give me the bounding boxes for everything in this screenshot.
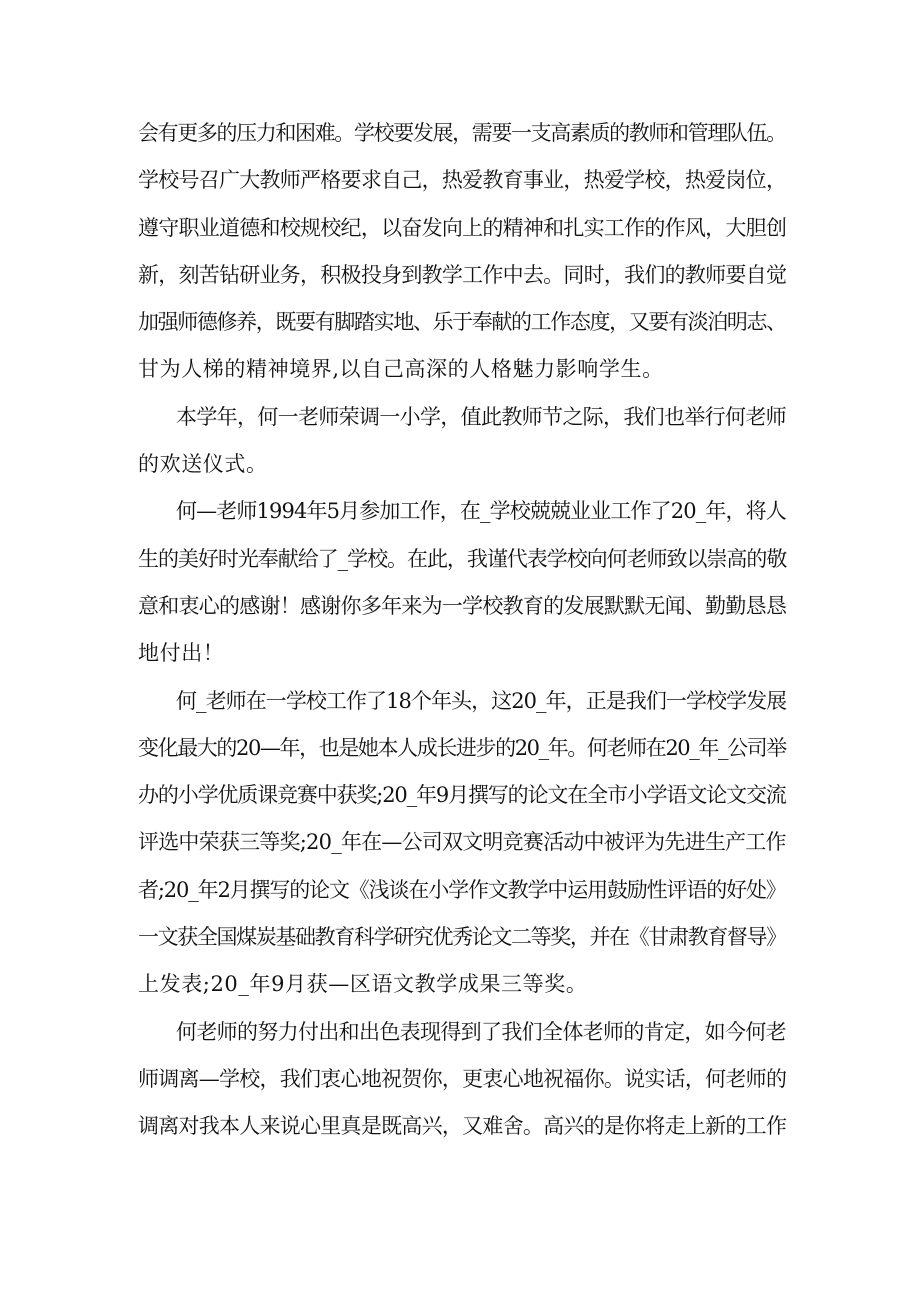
- paragraph-line: 变化最大的20—年，也是她本人成长进步的20_年。何老师在20_年_公司举: [138, 735, 786, 760]
- paragraph-first-line: 本学年，何一老师荣调一小学，值此教师节之际，我们也举行何老师: [176, 404, 786, 429]
- paragraph-line: 生的美好时光奉献给了_学校。在此，我谨代表学校向何老师致以崇高的敬: [138, 546, 787, 571]
- paragraph-first-line: 何老师的努力付出和出色表现得到了我们全体老师的肯定，如今何老: [176, 1019, 786, 1044]
- paragraph-first-line: 何—老师1994年5月参加工作，在_学校兢兢业业工作了20_年，将人: [176, 499, 786, 524]
- paragraph-line: 上发表;20_年9月获—区语文教学成果三等奖。: [138, 972, 588, 997]
- paragraph-line: 意和衷心的感谢！感谢你多年来为一学校教育的发展默默无闻、勤勤恳恳: [138, 593, 787, 618]
- paragraph-line: 遵守职业道德和校规校纪，以奋发向上的精神和扎实工作的作风，大胆创: [138, 215, 787, 240]
- paragraph-first-line: 何_老师在一学校工作了18个年头，这20_年，正是我们一学校学发展: [176, 688, 787, 713]
- paragraph-line: 师调离—学校，我们衷心地祝贺你，更衷心地祝福你。说实话，何老师的: [138, 1066, 787, 1091]
- paragraph-line: 学校号召广大教师严格要求自己，热爱教育事业，热爱学校，热爱岗位，: [138, 168, 787, 193]
- document-body: [138, 110, 786, 1151]
- paragraph-line: 评选中荣获三等奖;20_年在—公司双文明竞赛活动中被评为先进生产工作: [138, 830, 786, 855]
- paragraph-line: 新，刻苦钻研业务，积极投身到教学工作中去。同时，我们的教师要自觉: [138, 262, 787, 287]
- paragraph-line: 地付出！: [138, 641, 225, 666]
- paragraph-line: 会有更多的压力和困难。学校要发展，需要一支高素质的教师和管理队伍。: [138, 121, 786, 145]
- paragraph-line: 甘为人梯的精神境界,以自己高深的人格魅力影响学生。: [138, 357, 664, 382]
- paragraph-line: 者;20_年2月撰写的论文《浅谈在小学作文教学中运用鼓励性评语的好处》: [138, 877, 786, 902]
- paragraph-line: 办的小学优质课竞赛中获奖;20_年9月撰写的论文在全市小学语文论文交流: [138, 783, 786, 808]
- paragraph-line: 调离对我本人来说心里真是既高兴，又难舍。高兴的是你将走上新的工作: [138, 1114, 787, 1139]
- paragraph-line: 加强师德修养，既要有脚踏实地、乐于奉献的工作态度，又要有淡泊明志、: [138, 310, 786, 335]
- paragraph-line: 的欢送仪式。: [138, 452, 268, 477]
- paragraph-line: 一文获全国煤炭基础教育科学研究优秀论文二等奖，并在《甘肃教育督导》: [138, 925, 786, 950]
